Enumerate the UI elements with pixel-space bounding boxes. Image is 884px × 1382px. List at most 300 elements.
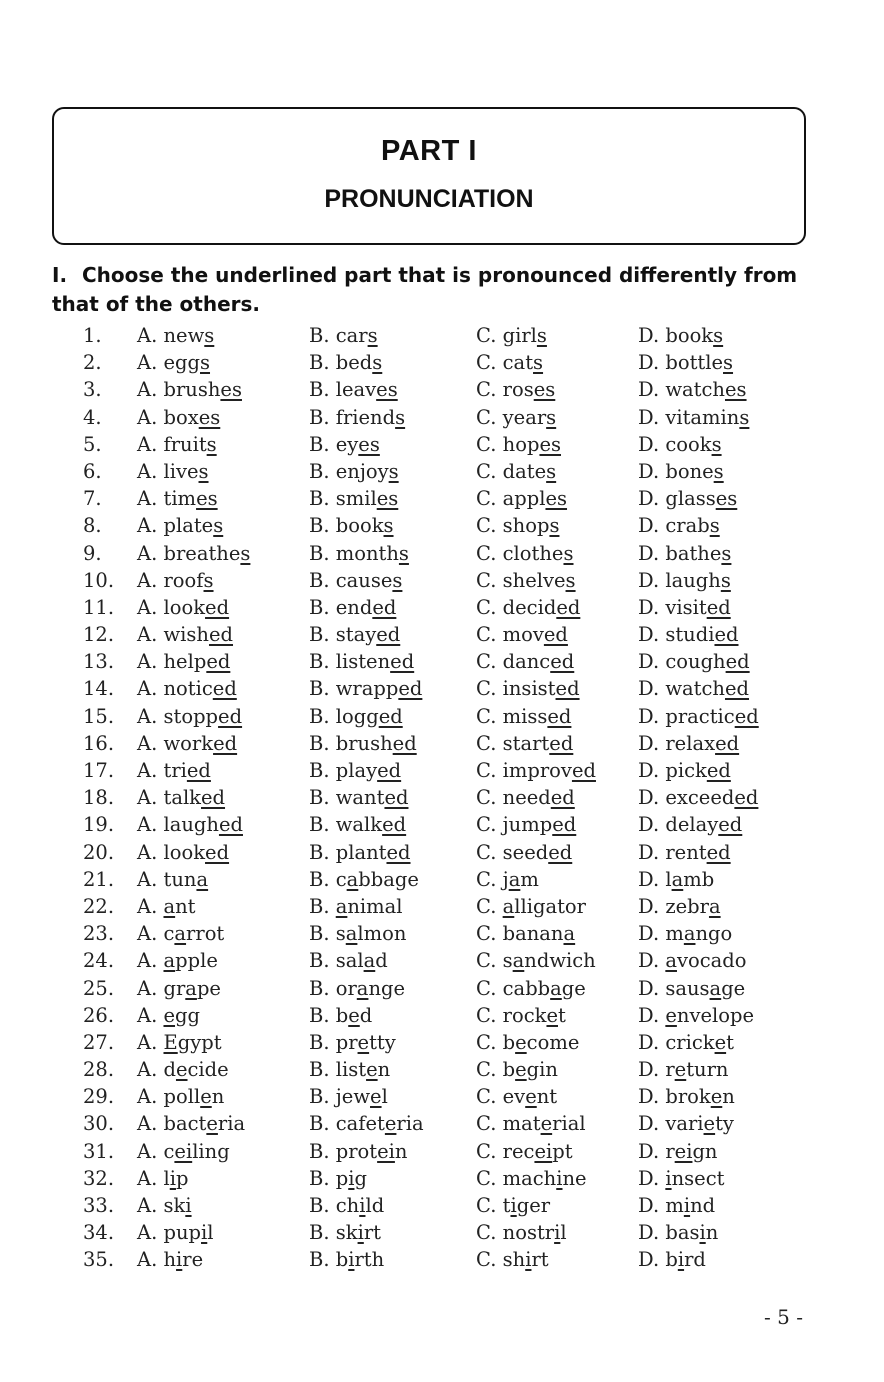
option-letter: A. xyxy=(137,894,158,918)
option-c xyxy=(476,1192,550,1219)
option-letter: B. xyxy=(309,650,330,674)
option-letter: A. xyxy=(137,677,158,701)
option-letter: D. xyxy=(638,1166,660,1190)
option-a xyxy=(137,1083,224,1110)
underlined-part: s xyxy=(388,459,399,483)
option-b xyxy=(309,458,399,485)
underlined-part: e xyxy=(546,1003,558,1027)
option-c xyxy=(476,431,561,458)
option-letter: A. xyxy=(137,541,158,565)
word-part: d xyxy=(375,949,388,973)
question-row xyxy=(0,920,884,947)
option-letter: C. xyxy=(476,1194,497,1217)
word-part: decid xyxy=(502,595,557,619)
option-letter: B. xyxy=(309,595,330,619)
underlined-part: ed xyxy=(706,759,731,782)
word-part: m xyxy=(665,1194,684,1217)
underlined-part: E xyxy=(163,1030,178,1054)
option-c xyxy=(476,1138,573,1165)
option-letter: D. xyxy=(638,894,660,918)
underlined-part: e xyxy=(348,1003,360,1027)
word-part: bathe xyxy=(665,541,722,565)
word-part: tun xyxy=(163,867,197,891)
option-b xyxy=(309,376,398,403)
option-letter: C. xyxy=(476,595,497,619)
option-letter: C. xyxy=(476,894,497,918)
option-letter: D. xyxy=(638,623,660,647)
question-number: 12. xyxy=(83,623,115,647)
option-letter: A. xyxy=(137,405,158,429)
word-part: h xyxy=(163,1248,177,1272)
word-part: studi xyxy=(665,623,715,647)
word-part: gg xyxy=(175,1003,200,1027)
word-part: delay xyxy=(665,813,719,837)
option-b xyxy=(309,594,396,621)
option-c xyxy=(476,567,576,594)
word-part: plate xyxy=(163,514,214,538)
word-part: girl xyxy=(502,324,537,347)
option-letter: B. xyxy=(309,568,330,592)
question-number: 10. xyxy=(83,568,115,592)
word-part: pr xyxy=(335,1030,358,1054)
word-part: r xyxy=(665,1058,675,1082)
question-row xyxy=(0,1165,884,1192)
option-d xyxy=(638,730,739,757)
option-a xyxy=(137,1138,230,1165)
underlined-part: e xyxy=(366,1058,378,1082)
option-a xyxy=(137,866,208,893)
option-letter: B. xyxy=(309,1221,330,1245)
word-part: crab xyxy=(665,514,710,538)
option-d xyxy=(638,675,749,702)
option-b xyxy=(309,1165,367,1192)
underlined-part: s xyxy=(367,324,378,347)
option-letter: C. xyxy=(476,922,497,946)
option-letter: C. xyxy=(476,949,497,973)
option-b xyxy=(309,730,417,757)
option-letter: C. xyxy=(476,677,497,701)
option-letter: A. xyxy=(137,650,158,674)
underlined-part: a xyxy=(708,894,721,918)
option-a xyxy=(137,458,209,485)
underlined-part: e xyxy=(384,1112,397,1136)
word-part: l xyxy=(560,1221,567,1245)
option-c xyxy=(476,730,573,757)
option-letter: C. xyxy=(476,1139,497,1163)
word-part: d xyxy=(359,1003,373,1027)
option-letter: D. xyxy=(638,1112,660,1136)
option-letter: B. xyxy=(309,541,330,565)
word-part: j xyxy=(502,867,509,891)
option-letter: B. xyxy=(309,432,330,456)
word-part: clothe xyxy=(502,541,564,565)
question-number: 4. xyxy=(83,405,102,429)
word-part: pick xyxy=(665,759,707,782)
question-list xyxy=(0,322,884,1274)
underlined-part: ed xyxy=(725,650,750,674)
option-letter: B. xyxy=(309,623,330,647)
option-c xyxy=(476,675,580,702)
option-d xyxy=(638,1165,724,1192)
option-c xyxy=(476,703,571,730)
option-b xyxy=(309,675,422,702)
option-b xyxy=(309,1192,384,1219)
option-letter: B. xyxy=(309,1058,330,1082)
word-part: bact xyxy=(163,1112,207,1136)
question-number: 20. xyxy=(83,840,115,864)
underlined-part: s xyxy=(395,405,406,429)
word-part: b xyxy=(502,1058,516,1082)
word-part: smil xyxy=(335,487,377,511)
word-part: n xyxy=(705,1221,719,1245)
underlined-part: ed xyxy=(547,704,572,728)
option-letter: C. xyxy=(476,840,497,864)
option-c xyxy=(476,648,574,675)
option-a xyxy=(137,975,221,1002)
word-part: watch xyxy=(665,677,725,701)
question-row xyxy=(0,1083,884,1110)
option-d xyxy=(638,975,745,1002)
option-letter: D. xyxy=(638,813,660,837)
underlined-part: ed xyxy=(550,786,575,810)
word-part: ria xyxy=(217,1112,246,1136)
word-part: enjoy xyxy=(335,459,389,483)
word-part: s xyxy=(502,949,513,973)
word-part: nge xyxy=(368,976,406,1000)
option-letter: C. xyxy=(476,1085,497,1109)
option-c xyxy=(476,376,555,403)
underlined-part: ed xyxy=(376,623,401,647)
option-letter: D. xyxy=(638,949,660,973)
option-a xyxy=(137,1246,203,1273)
word-part: n xyxy=(722,1085,735,1109)
word-part: come xyxy=(526,1030,580,1054)
word-part: car xyxy=(335,324,368,347)
underlined-part: ed xyxy=(206,650,231,674)
word-part: ria xyxy=(396,1112,424,1136)
word-part: bed xyxy=(335,351,373,375)
word-part: end xyxy=(335,595,373,619)
option-letter: C. xyxy=(476,1221,497,1245)
underlined-part: s xyxy=(398,541,409,565)
option-b xyxy=(309,1138,407,1165)
option-letter: B. xyxy=(309,1139,330,1163)
question-number: 1. xyxy=(83,324,102,347)
question-number: 18. xyxy=(83,786,115,810)
option-d xyxy=(638,431,722,458)
word-part: relax xyxy=(665,731,716,755)
option-a xyxy=(137,376,242,403)
underlined-part: e xyxy=(163,1003,176,1027)
underlined-part: ed xyxy=(571,759,596,782)
question-row xyxy=(0,784,884,811)
underlined-part: s xyxy=(713,324,724,347)
option-letter: A. xyxy=(137,731,158,755)
word-part: n xyxy=(377,1058,391,1082)
underlined-part: a xyxy=(163,894,176,918)
option-c xyxy=(476,975,586,1002)
underlined-part: s xyxy=(206,432,217,456)
option-a xyxy=(137,1192,192,1219)
option-letter: D. xyxy=(638,378,660,402)
underlined-part: e xyxy=(674,1058,687,1082)
option-letter: A. xyxy=(137,1248,158,1272)
option-d xyxy=(638,376,747,403)
option-d xyxy=(638,784,758,811)
option-a xyxy=(137,404,220,431)
word-part: d xyxy=(163,1058,176,1082)
option-letter: D. xyxy=(638,677,660,701)
question-number: 16. xyxy=(83,731,115,755)
underlined-part: ed xyxy=(213,731,238,755)
page-number: - 5 - xyxy=(764,1305,803,1329)
word-part: bbage xyxy=(358,867,419,891)
question-number: 2. xyxy=(83,351,102,375)
option-letter: B. xyxy=(309,949,330,973)
word-part: jew xyxy=(335,1085,371,1109)
word-part: sk xyxy=(163,1194,186,1217)
option-c xyxy=(476,1165,587,1192)
option-b xyxy=(309,784,408,811)
word-part: b xyxy=(502,1030,516,1054)
word-part: walk xyxy=(335,813,383,837)
word-part: ge xyxy=(561,976,586,1000)
word-part: start xyxy=(502,731,550,755)
underlined-part: a xyxy=(683,922,696,946)
underlined-part: ed xyxy=(724,677,750,701)
option-a xyxy=(137,540,250,567)
option-letter: B. xyxy=(309,324,330,347)
word-part: list xyxy=(335,1058,367,1082)
option-b xyxy=(309,322,378,349)
option-letter: C. xyxy=(476,541,497,565)
question-row xyxy=(0,1110,884,1137)
underlined-part: s xyxy=(721,541,732,565)
question-row xyxy=(0,675,884,702)
underlined-part: i xyxy=(359,1194,366,1217)
underlined-part: s xyxy=(709,514,720,538)
question-number: 8. xyxy=(83,514,102,538)
option-letter: C. xyxy=(476,731,497,755)
underlined-part: es xyxy=(539,432,561,456)
underlined-part: ed xyxy=(377,759,402,782)
word-part: b xyxy=(665,1248,678,1272)
underlined-part: i xyxy=(510,1194,517,1217)
underlined-part: i xyxy=(554,1221,561,1245)
underlined-part: e xyxy=(370,1085,382,1109)
question-number: 33. xyxy=(83,1194,115,1217)
option-letter: A. xyxy=(137,813,158,837)
underlined-part: ed xyxy=(550,650,575,674)
option-c xyxy=(476,1110,586,1137)
option-b xyxy=(309,621,400,648)
word-part: date xyxy=(502,459,547,483)
option-d xyxy=(638,866,714,893)
option-letter: A. xyxy=(137,459,158,483)
option-d xyxy=(638,1192,715,1219)
option-letter: D. xyxy=(638,650,660,674)
option-a xyxy=(137,947,218,974)
underlined-part: ed xyxy=(714,623,739,647)
word-part: cide xyxy=(187,1058,229,1082)
option-letter: C. xyxy=(476,867,497,891)
option-d xyxy=(638,1029,734,1056)
underlined-part: s xyxy=(203,568,214,592)
option-b xyxy=(309,866,419,893)
word-part: pup xyxy=(163,1221,202,1245)
question-number: 13. xyxy=(83,650,115,674)
option-letter: A. xyxy=(137,1194,158,1217)
option-b xyxy=(309,1219,381,1246)
word-part: t xyxy=(502,1194,511,1217)
word-part: nd xyxy=(690,1194,716,1217)
underlined-part: i xyxy=(556,1166,563,1190)
option-a xyxy=(137,621,233,648)
option-d xyxy=(638,458,724,485)
question-row xyxy=(0,703,884,730)
underlined-part: a xyxy=(356,976,369,1000)
underlined-part: ed xyxy=(734,786,759,810)
option-letter: C. xyxy=(476,786,497,810)
word-part: breathe xyxy=(163,541,241,565)
option-c xyxy=(476,404,556,431)
option-letter: B. xyxy=(309,867,330,891)
word-part: n xyxy=(394,1139,408,1163)
option-b xyxy=(309,839,411,866)
option-letter: D. xyxy=(638,867,660,891)
question-row xyxy=(0,512,884,539)
option-letter: A. xyxy=(137,1221,158,1245)
word-part: ndwich xyxy=(524,949,596,973)
word-part: rd xyxy=(684,1248,706,1272)
question-row xyxy=(0,893,884,920)
option-letter: A. xyxy=(137,1166,158,1190)
option-a xyxy=(137,730,237,757)
word-part: work xyxy=(163,731,214,755)
underlined-part: ed xyxy=(384,786,409,810)
underlined-part: a xyxy=(671,867,684,891)
option-d xyxy=(638,1002,754,1029)
question-row xyxy=(0,648,884,675)
option-letter: D. xyxy=(638,759,660,782)
option-a xyxy=(137,512,223,539)
underlined-part: es xyxy=(724,378,747,402)
underlined-part: i xyxy=(683,1194,691,1217)
word-part: ne xyxy=(562,1166,587,1190)
underlined-part: i xyxy=(176,1248,183,1272)
underlined-part: s xyxy=(533,351,544,375)
word-part: new xyxy=(163,324,205,347)
option-d xyxy=(638,947,747,974)
underlined-part: i xyxy=(185,1194,192,1217)
word-part: rock xyxy=(502,1003,547,1027)
word-part: t xyxy=(558,1003,566,1027)
question-number: 35. xyxy=(83,1248,115,1272)
question-number: 6. xyxy=(83,459,102,483)
underlined-part: a xyxy=(345,922,358,946)
option-letter: C. xyxy=(476,459,497,483)
option-letter: B. xyxy=(309,405,330,429)
word-part: p xyxy=(175,1166,189,1190)
underlined-part: es xyxy=(376,487,399,511)
word-part: vocado xyxy=(676,949,747,973)
option-a xyxy=(137,839,229,866)
option-c xyxy=(476,947,596,974)
word-part: nimal xyxy=(347,894,403,918)
option-letter: A. xyxy=(137,922,158,946)
option-letter: C. xyxy=(476,1248,497,1272)
option-letter: B. xyxy=(309,1248,330,1272)
option-c xyxy=(476,594,580,621)
word-part: turn xyxy=(686,1058,729,1082)
question-row xyxy=(0,947,884,974)
option-b xyxy=(309,485,398,512)
word-part: wish xyxy=(163,623,209,647)
question-number: 25. xyxy=(83,976,115,1000)
underlined-part: ed xyxy=(556,595,581,619)
underlined-part: es xyxy=(220,378,242,402)
word-part: l xyxy=(381,1085,388,1109)
question-number: 32. xyxy=(83,1166,115,1190)
option-a xyxy=(137,322,214,349)
option-letter: C. xyxy=(476,704,497,728)
question-row xyxy=(0,839,884,866)
part-title: PART I xyxy=(381,135,477,167)
word-part: tty xyxy=(369,1030,396,1054)
question-row xyxy=(0,1192,884,1219)
option-d xyxy=(638,621,739,648)
question-row xyxy=(0,322,884,349)
word-part: visit xyxy=(665,595,707,619)
part-subtitle: PRONUNCIATION xyxy=(324,185,534,213)
question-row xyxy=(0,485,884,512)
option-letter: A. xyxy=(137,759,158,782)
word-part: danc xyxy=(502,650,551,674)
option-c xyxy=(476,1056,558,1083)
option-letter: A. xyxy=(137,568,158,592)
option-c xyxy=(476,1083,557,1110)
word-part: l xyxy=(665,867,672,891)
word-part: gypt xyxy=(177,1030,222,1054)
option-d xyxy=(638,322,723,349)
word-part: help xyxy=(163,650,207,674)
option-c xyxy=(476,349,543,376)
word-part: b xyxy=(335,1003,349,1027)
option-letter: D. xyxy=(638,459,660,483)
question-number: 7. xyxy=(83,487,102,511)
question-number: 23. xyxy=(83,922,115,946)
word-part: l xyxy=(207,1221,214,1245)
option-letter: D. xyxy=(638,405,660,429)
word-part: exceed xyxy=(665,786,735,810)
option-c xyxy=(476,866,539,893)
option-letter: C. xyxy=(476,623,497,647)
underlined-part: a xyxy=(174,922,187,946)
word-part: prot xyxy=(335,1139,378,1163)
option-a xyxy=(137,1165,188,1192)
underlined-part: ed xyxy=(372,595,397,619)
word-part: year xyxy=(502,405,547,429)
word-part: saus xyxy=(665,976,710,1000)
underlined-part: ed xyxy=(543,623,568,647)
question-row xyxy=(0,1029,884,1056)
option-c xyxy=(476,540,574,567)
underlined-part: e xyxy=(540,1112,553,1136)
option-a xyxy=(137,648,230,675)
option-letter: A. xyxy=(137,623,158,647)
underlined-part: es xyxy=(196,487,218,511)
word-part: t xyxy=(726,1030,734,1054)
